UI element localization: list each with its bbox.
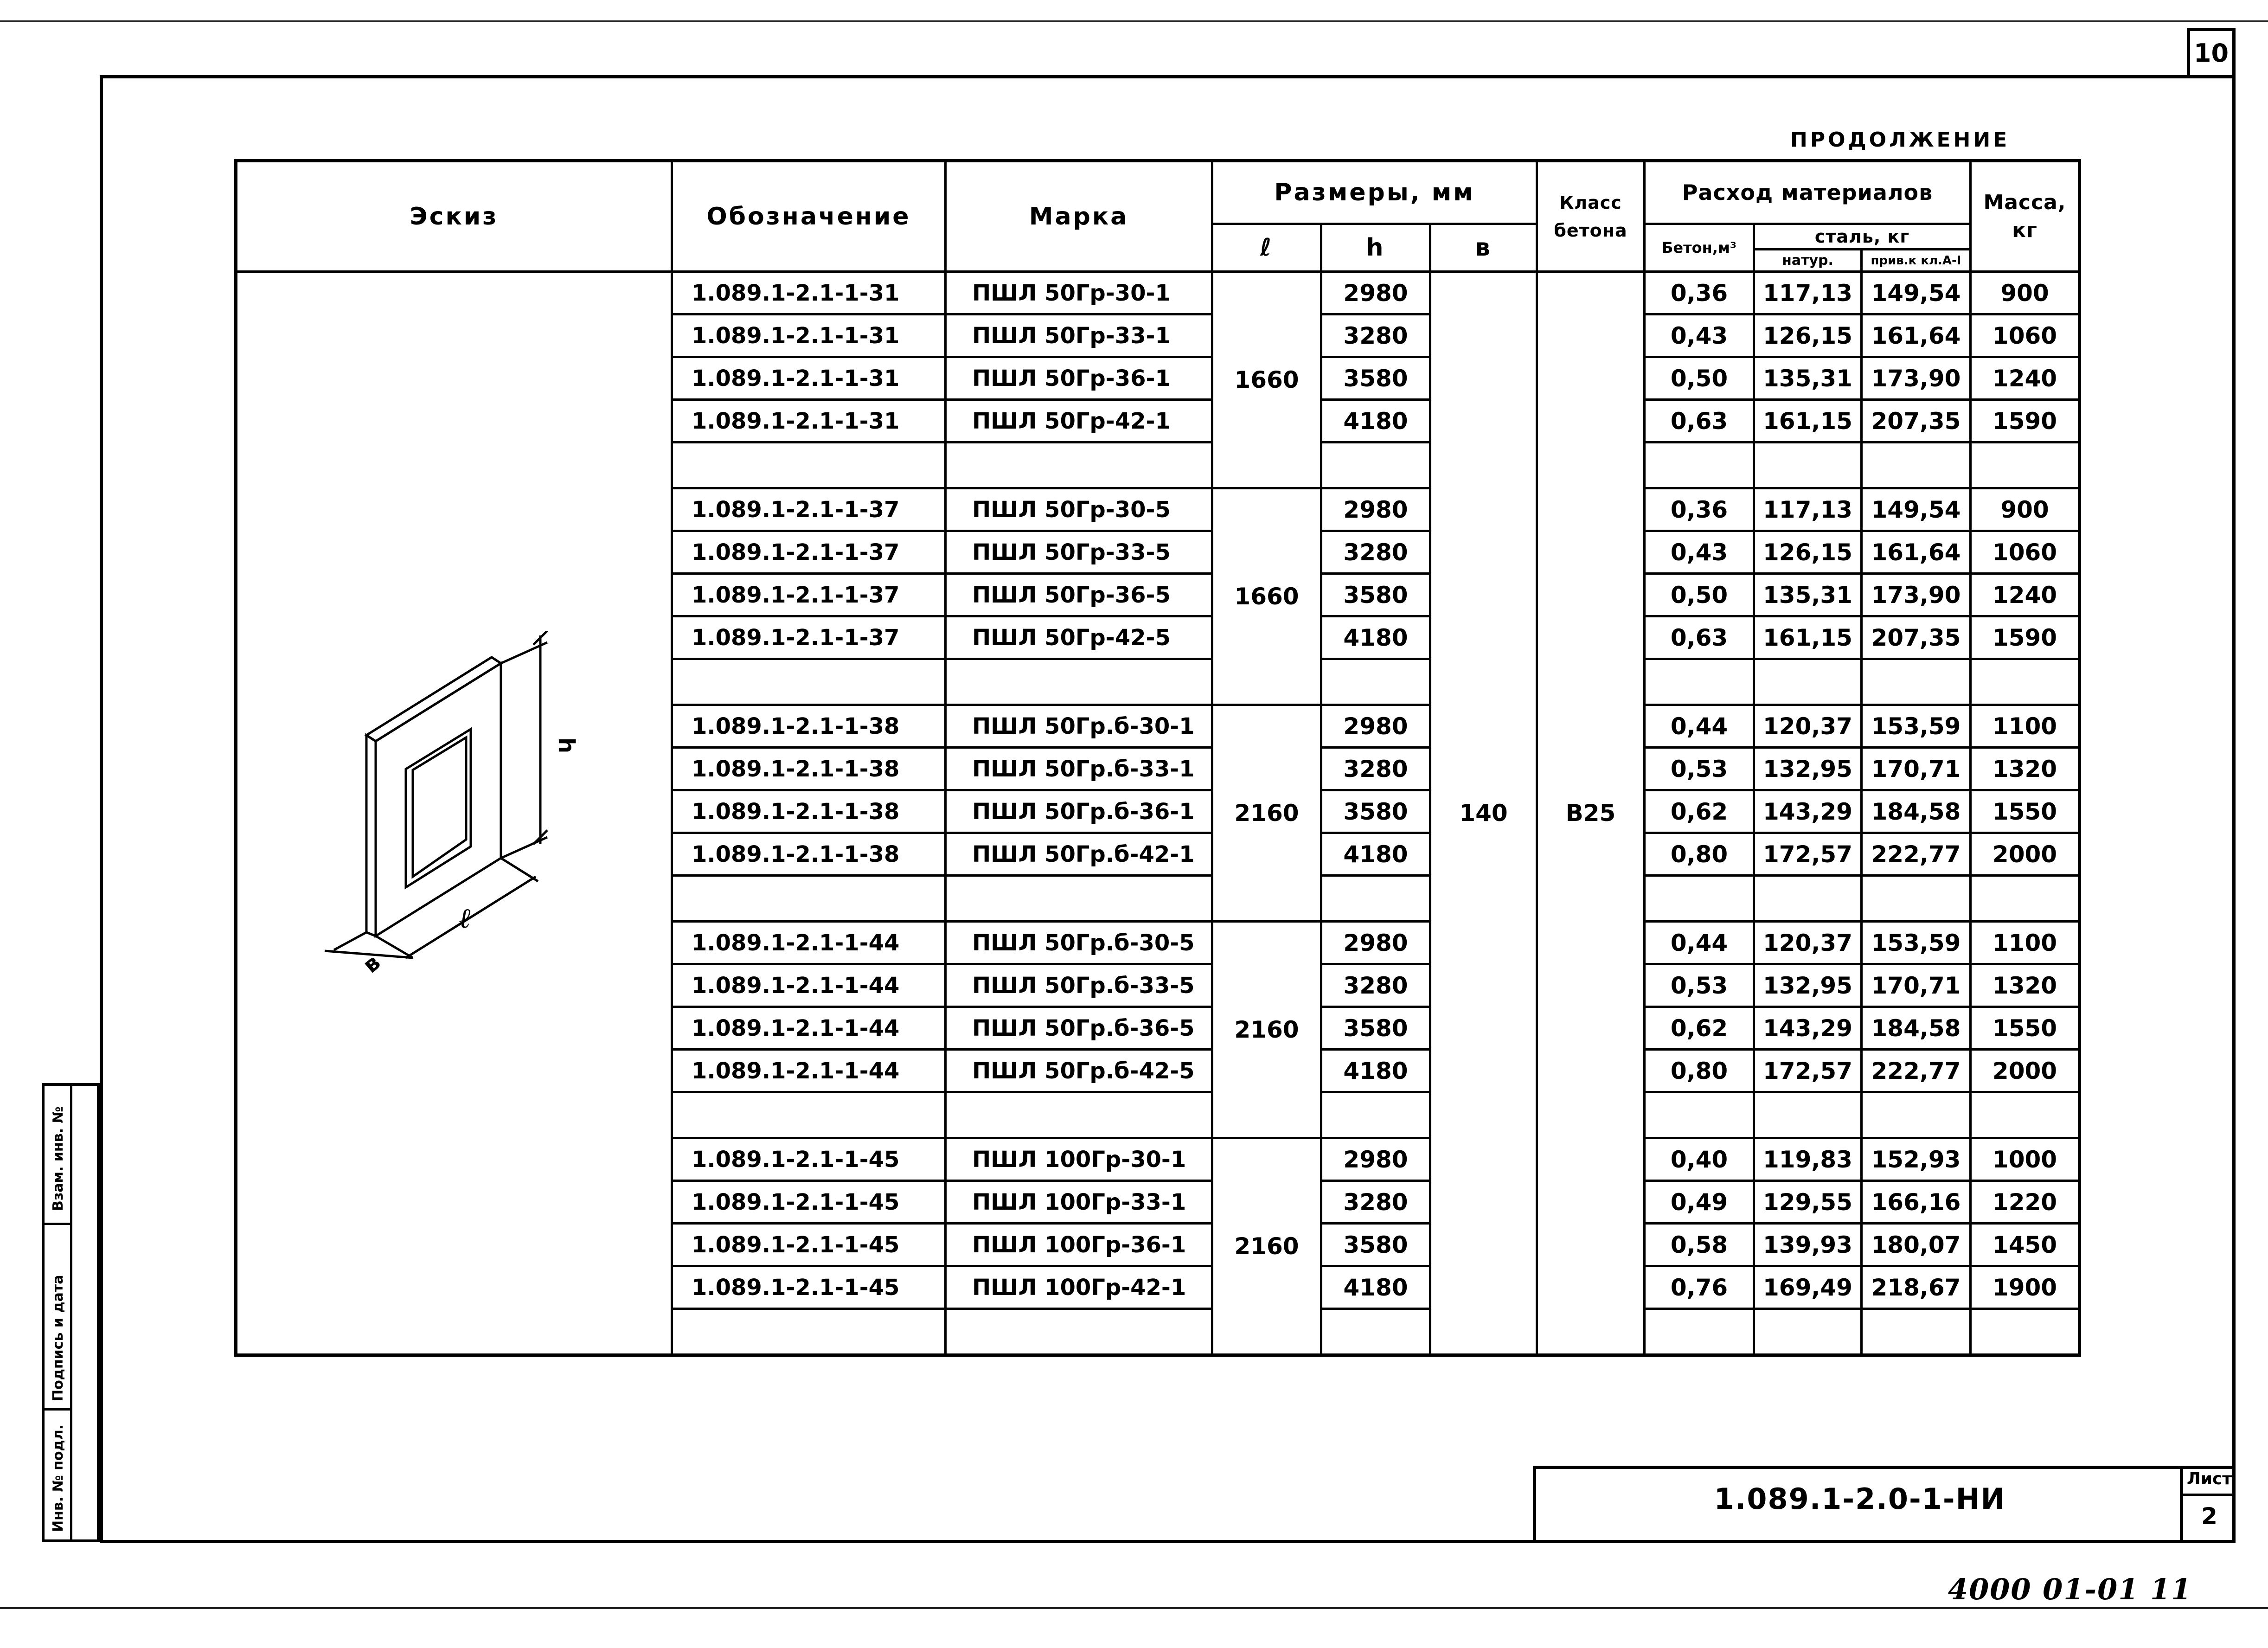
cell-mark: ПШЛ 100Гр-42-1 bbox=[946, 1266, 1212, 1309]
cell-designation: 1.089.1-2.1-1-44 bbox=[672, 922, 946, 964]
cell-designation: 1.089.1-2.1-1-45 bbox=[672, 1266, 946, 1309]
cell-designation: 1.089.1-2.1-1-38 bbox=[672, 748, 946, 790]
stamp-cell-sign bbox=[45, 1225, 72, 1411]
stamp-label-replaced-inv: Взам. инв. № bbox=[50, 1106, 66, 1211]
cell-concrete-volume: 0,80 bbox=[1645, 1050, 1754, 1092]
cell-steel-reduced: 161,64 bbox=[1862, 531, 1971, 574]
empty-cell bbox=[1862, 1092, 1971, 1138]
cell-designation: 1.089.1-2.1-1-44 bbox=[672, 1050, 946, 1092]
cell-steel-natural: 126,15 bbox=[1754, 314, 1862, 357]
cell-steel-reduced: 173,90 bbox=[1862, 357, 1971, 400]
cell-concrete-volume: 0,50 bbox=[1645, 574, 1754, 616]
empty-cell bbox=[1645, 876, 1754, 922]
cell-mark: ПШЛ 50Гр-42-1 bbox=[946, 400, 1212, 442]
cell-steel-reduced: 218,67 bbox=[1862, 1266, 1971, 1309]
cell-steel-natural: 120,37 bbox=[1754, 922, 1862, 964]
cell-mass: 1450 bbox=[1971, 1224, 2080, 1266]
header-steel: сталь, кг bbox=[1754, 224, 1971, 250]
empty-cell bbox=[1862, 876, 1971, 922]
cell-steel-reduced: 170,71 bbox=[1862, 964, 1971, 1007]
stamp-cell-inv bbox=[45, 1411, 72, 1539]
cell-concrete-class: В25 bbox=[1537, 272, 1645, 1355]
cell-steel-natural: 169,49 bbox=[1754, 1266, 1862, 1309]
cell-height: 3280 bbox=[1321, 1181, 1430, 1224]
header-sketch: Эскиз bbox=[236, 161, 672, 272]
empty-cell bbox=[946, 876, 1212, 922]
cell-concrete-volume: 0,43 bbox=[1645, 531, 1754, 574]
top-border-line bbox=[0, 20, 2268, 22]
cell-concrete-volume: 0,43 bbox=[1645, 314, 1754, 357]
cell-steel-reduced: 207,35 bbox=[1862, 616, 1971, 659]
cell-concrete-volume: 0,36 bbox=[1645, 272, 1754, 314]
cell-steel-reduced: 207,35 bbox=[1862, 400, 1971, 442]
cell-steel-natural: 135,31 bbox=[1754, 357, 1862, 400]
cell-steel-natural: 143,29 bbox=[1754, 790, 1862, 833]
header-dim-l: ℓ bbox=[1212, 224, 1321, 272]
cell-designation: 1.089.1-2.1-1-31 bbox=[672, 272, 946, 314]
empty-cell bbox=[1754, 876, 1862, 922]
cell-designation: 1.089.1-2.1-1-38 bbox=[672, 833, 946, 876]
cell-mass: 1060 bbox=[1971, 531, 2080, 574]
stamp-cell-replaced bbox=[45, 1086, 72, 1225]
cell-steel-reduced: 222,77 bbox=[1862, 1050, 1971, 1092]
cell-concrete-volume: 0,53 bbox=[1645, 748, 1754, 790]
cell-steel-natural: 120,37 bbox=[1754, 705, 1862, 748]
cell-mass: 1320 bbox=[1971, 964, 2080, 1007]
cell-steel-reduced: 184,58 bbox=[1862, 1007, 1971, 1050]
cell-concrete-volume: 0,40 bbox=[1645, 1138, 1754, 1181]
empty-cell bbox=[1971, 1309, 2080, 1355]
empty-cell bbox=[946, 442, 1212, 488]
cell-designation: 1.089.1-2.1-1-45 bbox=[672, 1181, 946, 1224]
empty-cell bbox=[1971, 442, 2080, 488]
cell-height: 2980 bbox=[1321, 922, 1430, 964]
cell-mass: 900 bbox=[1971, 488, 2080, 531]
cell-mass: 1060 bbox=[1971, 314, 2080, 357]
cell-steel-natural: 172,57 bbox=[1754, 833, 1862, 876]
header-materials: Расход материалов bbox=[1645, 161, 1971, 224]
cell-length: 2160 bbox=[1212, 705, 1321, 922]
cell-steel-natural: 129,55 bbox=[1754, 1181, 1862, 1224]
cell-height: 3580 bbox=[1321, 574, 1430, 616]
cell-steel-reduced: 153,59 bbox=[1862, 922, 1971, 964]
empty-cell bbox=[946, 1092, 1212, 1138]
cell-height: 3280 bbox=[1321, 748, 1430, 790]
cell-height: 2980 bbox=[1321, 272, 1430, 314]
cell-mark: ПШЛ 50Гр.б-33-5 bbox=[946, 964, 1212, 1007]
cell-designation: 1.089.1-2.1-1-31 bbox=[672, 357, 946, 400]
cell-mass: 1100 bbox=[1971, 922, 2080, 964]
cell-height: 4180 bbox=[1321, 616, 1430, 659]
cell-designation: 1.089.1-2.1-1-38 bbox=[672, 705, 946, 748]
header-mark: Марка bbox=[946, 161, 1212, 272]
cell-designation: 1.089.1-2.1-1-31 bbox=[672, 314, 946, 357]
cell-mass: 1550 bbox=[1971, 790, 2080, 833]
sheet-number: 2 bbox=[2201, 1503, 2217, 1530]
cell-designation: 1.089.1-2.1-1-37 bbox=[672, 531, 946, 574]
cell-concrete-volume: 0,58 bbox=[1645, 1224, 1754, 1266]
cell-steel-natural: 172,57 bbox=[1754, 1050, 1862, 1092]
empty-cell bbox=[672, 876, 946, 922]
header-concrete-volume: Бетон,м³ bbox=[1645, 224, 1754, 272]
cell-steel-reduced: 153,59 bbox=[1862, 705, 1971, 748]
empty-cell bbox=[672, 659, 946, 705]
cell-height: 3580 bbox=[1321, 1007, 1430, 1050]
cell-designation: 1.089.1-2.1-1-44 bbox=[672, 964, 946, 1007]
cell-concrete-volume: 0,50 bbox=[1645, 357, 1754, 400]
cell-steel-reduced: 149,54 bbox=[1862, 272, 1971, 314]
cell-mark: ПШЛ 50Гр-36-5 bbox=[946, 574, 1212, 616]
empty-cell bbox=[1321, 659, 1430, 705]
empty-cell bbox=[672, 442, 946, 488]
cell-steel-natural: 119,83 bbox=[1754, 1138, 1862, 1181]
cell-mass: 1240 bbox=[1971, 357, 2080, 400]
cell-mark: ПШЛ 50Гр-33-1 bbox=[946, 314, 1212, 357]
cell-mark: ПШЛ 50Гр.б-33-1 bbox=[946, 748, 1212, 790]
cell-steel-natural: 117,13 bbox=[1754, 488, 1862, 531]
empty-cell bbox=[1971, 1092, 2080, 1138]
cell-height: 4180 bbox=[1321, 1266, 1430, 1309]
stamp-label-inv-orig: Инв. № подл. bbox=[50, 1424, 66, 1532]
header-designation: Обозначение bbox=[672, 161, 946, 272]
header-concrete-class: Класс бетона bbox=[1537, 161, 1645, 272]
cell-concrete-volume: 0,44 bbox=[1645, 922, 1754, 964]
cell-concrete-volume: 0,49 bbox=[1645, 1181, 1754, 1224]
empty-cell bbox=[1645, 442, 1754, 488]
empty-cell bbox=[1971, 876, 2080, 922]
bottom-border-line bbox=[0, 1607, 2268, 1609]
empty-cell bbox=[1862, 1309, 1971, 1355]
cell-concrete-volume: 0,63 bbox=[1645, 616, 1754, 659]
cell-mass: 1100 bbox=[1971, 705, 2080, 748]
cell-mark: ПШЛ 50Гр.б-36-5 bbox=[946, 1007, 1212, 1050]
cell-mass: 900 bbox=[1971, 272, 2080, 314]
cell-designation: 1.089.1-2.1-1-45 bbox=[672, 1224, 946, 1266]
cell-mass: 1220 bbox=[1971, 1181, 2080, 1224]
cell-steel-natural: 135,31 bbox=[1754, 574, 1862, 616]
sketch-label-b: в bbox=[358, 949, 385, 979]
header-steel-reduced: прив.к кл.А-I bbox=[1862, 250, 1971, 272]
continuation-label: ПРОДОЛЖЕНИЕ bbox=[1790, 128, 2010, 152]
sketch-label-l: ℓ bbox=[459, 902, 471, 935]
empty-cell bbox=[1754, 659, 1862, 705]
cell-concrete-volume: 0,63 bbox=[1645, 400, 1754, 442]
cell-steel-reduced: 149,54 bbox=[1862, 488, 1971, 531]
cell-mark: ПШЛ 50Гр.б-30-1 bbox=[946, 705, 1212, 748]
cell-mark: ПШЛ 50Гр.б-30-5 bbox=[946, 922, 1212, 964]
cell-concrete-volume: 0,80 bbox=[1645, 833, 1754, 876]
side-stamp bbox=[42, 1083, 100, 1542]
header-dimensions: Размеры, мм bbox=[1212, 161, 1537, 224]
cell-height: 3580 bbox=[1321, 357, 1430, 400]
table-row bbox=[236, 272, 2080, 314]
cell-steel-natural: 117,13 bbox=[1754, 272, 1862, 314]
cell-concrete-volume: 0,62 bbox=[1645, 1007, 1754, 1050]
cell-height: 3280 bbox=[1321, 314, 1430, 357]
cell-steel-reduced: 173,90 bbox=[1862, 574, 1971, 616]
sheet-label: Лист bbox=[2183, 1469, 2236, 1496]
archive-number: 4000 01-01 11 bbox=[1948, 1572, 2192, 1606]
empty-cell bbox=[1862, 659, 1971, 705]
cell-steel-natural: 139,93 bbox=[1754, 1224, 1862, 1266]
sketch-label-h: h bbox=[553, 737, 579, 754]
header-mass: Масса, кг bbox=[1971, 161, 2080, 272]
cell-designation: 1.089.1-2.1-1-37 bbox=[672, 574, 946, 616]
cell-height: 3580 bbox=[1321, 1224, 1430, 1266]
cell-mark: ПШЛ 50Гр.б-42-1 bbox=[946, 833, 1212, 876]
cell-height: 2980 bbox=[1321, 488, 1430, 531]
cell-height: 4180 bbox=[1321, 833, 1430, 876]
cell-height: 3580 bbox=[1321, 790, 1430, 833]
empty-cell bbox=[1321, 876, 1430, 922]
empty-cell bbox=[672, 1092, 946, 1138]
cell-steel-natural: 161,15 bbox=[1754, 616, 1862, 659]
cell-mark: ПШЛ 50Гр-42-5 bbox=[946, 616, 1212, 659]
cell-mass: 1590 bbox=[1971, 400, 2080, 442]
cell-steel-natural: 126,15 bbox=[1754, 531, 1862, 574]
cell-concrete-volume: 0,36 bbox=[1645, 488, 1754, 531]
empty-cell bbox=[946, 659, 1212, 705]
empty-cell bbox=[1754, 1092, 1862, 1138]
cell-mass: 1320 bbox=[1971, 748, 2080, 790]
cell-mass: 1900 bbox=[1971, 1266, 2080, 1309]
cell-steel-reduced: 170,71 bbox=[1862, 748, 1971, 790]
empty-cell bbox=[1321, 442, 1430, 488]
cell-steel-natural: 161,15 bbox=[1754, 400, 1862, 442]
cell-mark: ПШЛ 50Гр.б-36-1 bbox=[946, 790, 1212, 833]
cell-designation: 1.089.1-2.1-1-38 bbox=[672, 790, 946, 833]
stamp-label-sign-date: Подпись и дата bbox=[50, 1275, 66, 1401]
cell-mark: ПШЛ 50Гр-36-1 bbox=[946, 357, 1212, 400]
cell-mark: ПШЛ 50Гр-33-5 bbox=[946, 531, 1212, 574]
cell-steel-reduced: 166,16 bbox=[1862, 1181, 1971, 1224]
cell-mark: ПШЛ 100Гр-30-1 bbox=[946, 1138, 1212, 1181]
cell-designation: 1.089.1-2.1-1-45 bbox=[672, 1138, 946, 1181]
cell-designation: 1.089.1-2.1-1-37 bbox=[672, 488, 946, 531]
cell-mass: 1000 bbox=[1971, 1138, 2080, 1181]
cell-height: 4180 bbox=[1321, 400, 1430, 442]
cell-length: 1660 bbox=[1212, 488, 1321, 705]
empty-cell bbox=[1645, 659, 1754, 705]
header-steel-natural: натур. bbox=[1754, 250, 1862, 272]
cell-mark: ПШЛ 50Гр-30-5 bbox=[946, 488, 1212, 531]
empty-cell bbox=[1321, 1309, 1430, 1355]
empty-cell bbox=[1645, 1309, 1754, 1355]
cell-height: 4180 bbox=[1321, 1050, 1430, 1092]
cell-mark: ПШЛ 50Гр.б-42-5 bbox=[946, 1050, 1212, 1092]
cell-steel-natural: 132,95 bbox=[1754, 964, 1862, 1007]
cell-steel-reduced: 222,77 bbox=[1862, 833, 1971, 876]
cell-mark: ПШЛ 100Гр-33-1 bbox=[946, 1181, 1212, 1224]
empty-cell bbox=[1645, 1092, 1754, 1138]
empty-cell bbox=[1971, 659, 2080, 705]
empty-cell bbox=[946, 1309, 1212, 1355]
cell-height: 2980 bbox=[1321, 705, 1430, 748]
cell-steel-reduced: 180,07 bbox=[1862, 1224, 1971, 1266]
cell-height: 3280 bbox=[1321, 531, 1430, 574]
cell-concrete-volume: 0,62 bbox=[1645, 790, 1754, 833]
cell-mass: 2000 bbox=[1971, 833, 2080, 876]
cell-length: 1660 bbox=[1212, 272, 1321, 488]
cell-steel-reduced: 152,93 bbox=[1862, 1138, 1971, 1181]
cell-mark: ПШЛ 100Гр-36-1 bbox=[946, 1224, 1212, 1266]
cell-thickness: 140 bbox=[1430, 272, 1537, 1355]
cell-designation: 1.089.1-2.1-1-37 bbox=[672, 616, 946, 659]
cell-mark: ПШЛ 50Гр-30-1 bbox=[946, 272, 1212, 314]
cell-steel-natural: 132,95 bbox=[1754, 748, 1862, 790]
cell-length: 2160 bbox=[1212, 1138, 1321, 1355]
header-dim-h: h bbox=[1321, 224, 1430, 272]
cell-mass: 1240 bbox=[1971, 574, 2080, 616]
cell-steel-reduced: 184,58 bbox=[1862, 790, 1971, 833]
cell-concrete-volume: 0,76 bbox=[1645, 1266, 1754, 1309]
cell-height: 3280 bbox=[1321, 964, 1430, 1007]
empty-cell bbox=[1754, 1309, 1862, 1355]
header-dim-b: в bbox=[1430, 224, 1537, 272]
cell-concrete-volume: 0,44 bbox=[1645, 705, 1754, 748]
cell-mass: 2000 bbox=[1971, 1050, 2080, 1092]
empty-cell bbox=[672, 1309, 946, 1355]
cell-steel-reduced: 161,64 bbox=[1862, 314, 1971, 357]
document-code: 1.089.1-2.0-1-НИ bbox=[1714, 1482, 2006, 1516]
empty-cell bbox=[1862, 442, 1971, 488]
cell-height: 2980 bbox=[1321, 1138, 1430, 1181]
cell-concrete-volume: 0,53 bbox=[1645, 964, 1754, 1007]
cell-length: 2160 bbox=[1212, 922, 1321, 1138]
cell-mass: 1590 bbox=[1971, 616, 2080, 659]
page-number: 10 bbox=[2187, 28, 2236, 75]
cell-mass: 1550 bbox=[1971, 1007, 2080, 1050]
cell-designation: 1.089.1-2.1-1-31 bbox=[672, 400, 946, 442]
cell-designation: 1.089.1-2.1-1-44 bbox=[672, 1007, 946, 1050]
panel-sketch bbox=[306, 631, 594, 993]
empty-cell bbox=[1754, 442, 1862, 488]
cell-steel-natural: 143,29 bbox=[1754, 1007, 1862, 1050]
empty-cell bbox=[1321, 1092, 1430, 1138]
